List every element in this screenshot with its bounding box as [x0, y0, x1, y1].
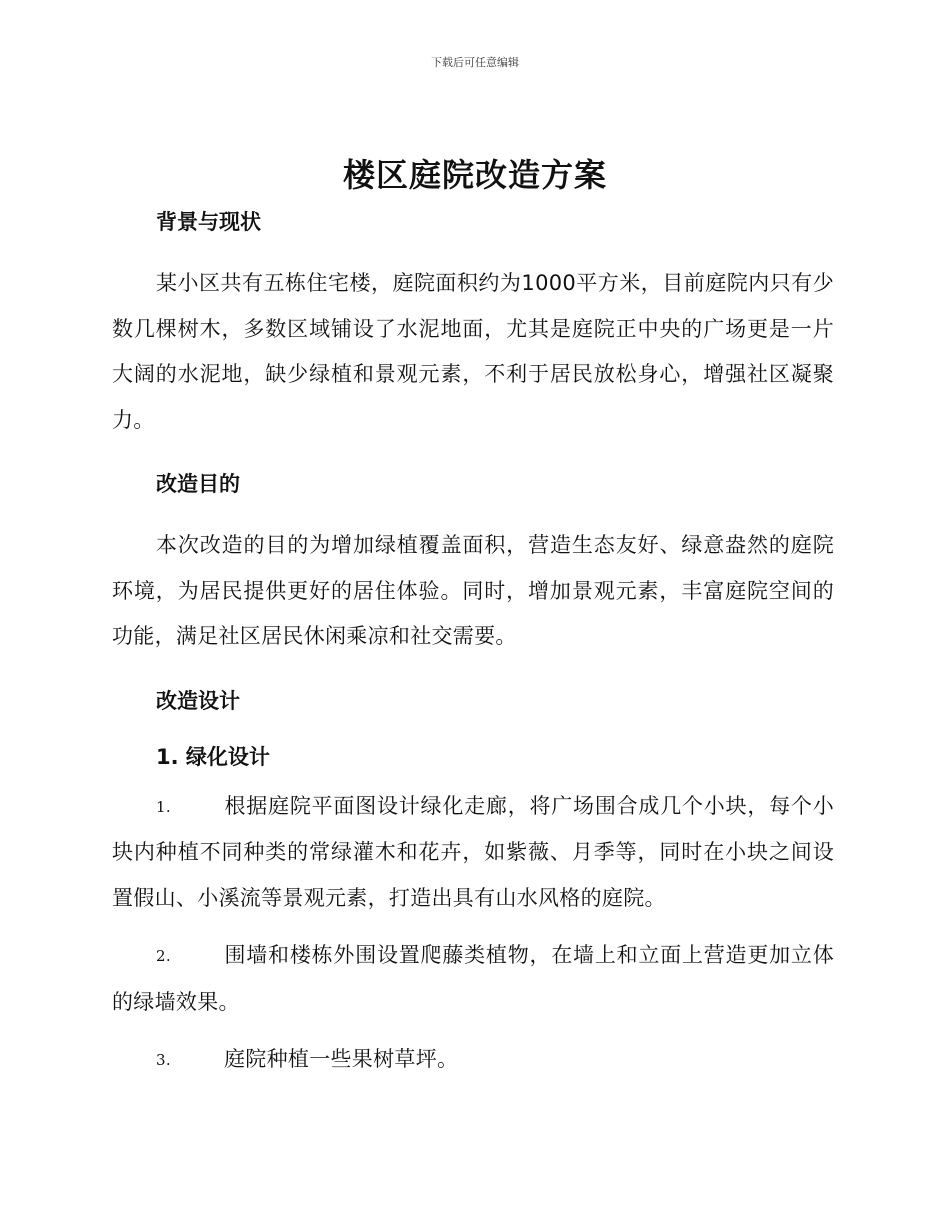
list-item-number: 1.	[156, 797, 171, 816]
document-body	[112, 205, 834, 1084]
spacer	[112, 239, 834, 261]
spacer	[112, 501, 834, 523]
list-item	[112, 784, 834, 922]
list-item	[112, 1037, 834, 1084]
list-item-text: 庭院种植一些果树草坪。	[224, 1047, 459, 1071]
subheading-greening: 1. 绿化设计	[156, 744, 270, 769]
spacer	[112, 443, 834, 467]
list-item	[112, 933, 834, 1025]
spacer	[112, 1025, 834, 1037]
header-note: 下载后可任意编辑	[431, 56, 519, 69]
heading-background: 背景与现状	[156, 210, 261, 234]
heading-design: 改造设计	[156, 688, 240, 713]
spacer	[112, 774, 834, 784]
paragraph-background: 某小区共有五栋住宅楼，庭院面积约为1000平方米，目前庭院内只有少数几棵树木，多数区域铺设了水泥地面，尤其是庭院正中央的广场更是一片大阔的水泥地，缺少绿植和景观元素，不利于居民放松身心，增强社区凝聚力。	[112, 271, 834, 432]
spacer	[112, 921, 834, 933]
spacer	[112, 660, 834, 684]
document-title: 楼区庭院改造方案	[342, 156, 607, 194]
list-item-text: 围墙和楼栋外围设置爬藤类植物，在墙上和立面上营造更加立体的绿墙效果。	[112, 943, 834, 1014]
heading-purpose: 改造目的	[156, 472, 240, 496]
spacer	[112, 718, 834, 740]
paragraph-purpose: 本次改造的目的为增加绿植覆盖面积，营造生态友好、绿意盎然的庭院环境，为居民提供更好的居住体验。同时，增加景观元素，丰富庭院空间的功能，满足社区居民休闲乘凉和社交需要。	[112, 533, 834, 648]
list-item-number: 3.	[156, 1051, 171, 1069]
list-item-text: 根据庭院平面图设计绿化走廊，将广场围合成几个小块，每个小块内种植不同种类的常绿灌木和花卉，如紫薇、月季等，同时在小块之间设置假山、小溪流等景观元素，打造出具有山水风格的庭院。	[112, 793, 834, 910]
list-item-number: 2.	[156, 947, 171, 965]
